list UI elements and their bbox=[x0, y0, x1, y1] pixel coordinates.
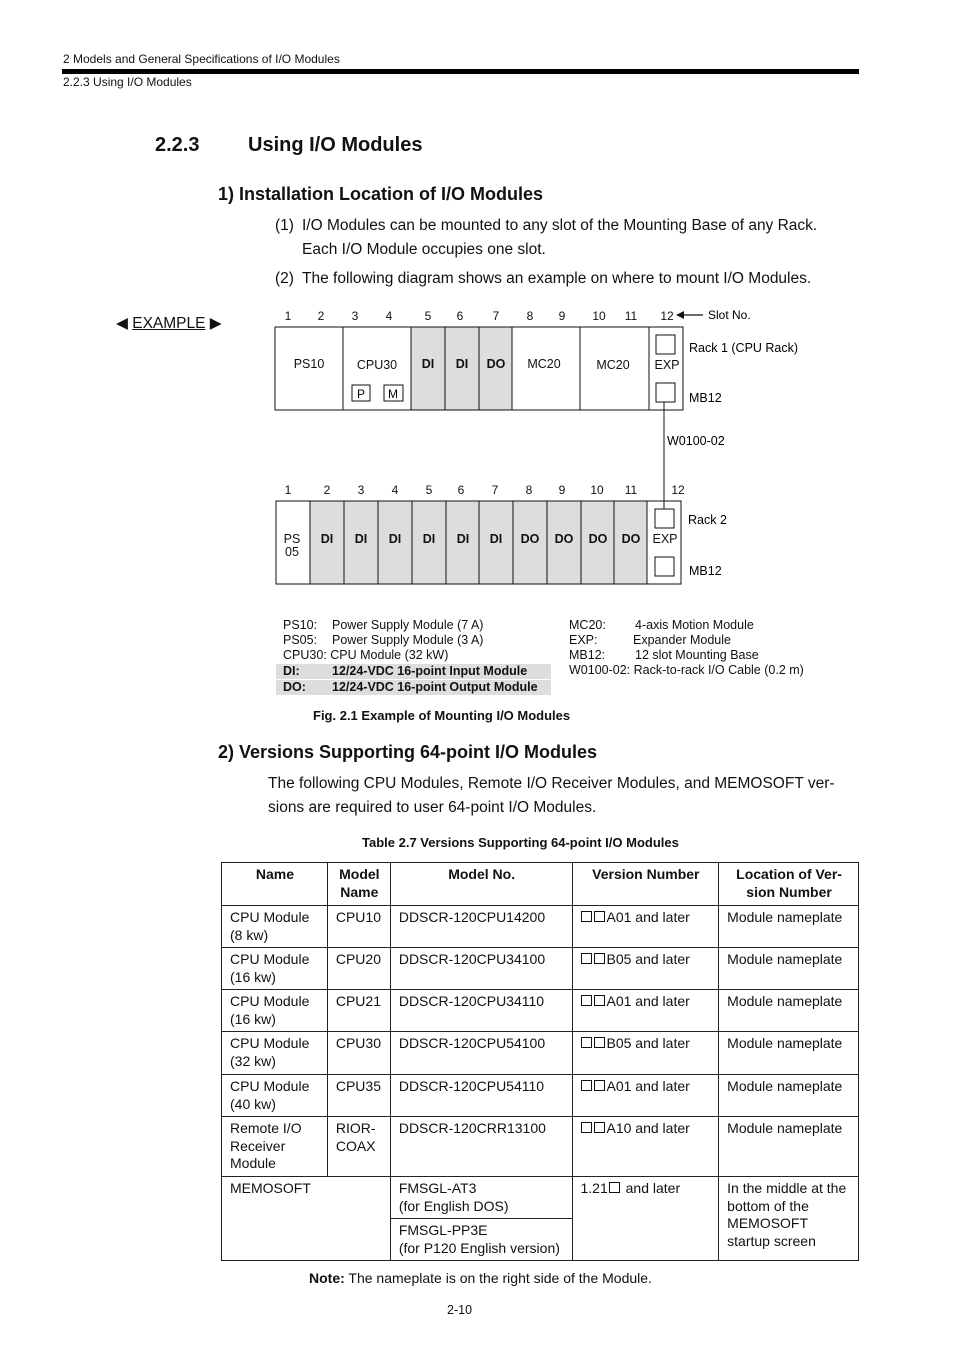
cell-name bbox=[222, 1117, 328, 1177]
legend-key: CPU30: bbox=[283, 648, 327, 662]
col-header-version: Version Number bbox=[572, 863, 719, 906]
cell-version-suffix: and later bbox=[621, 1180, 681, 1196]
rack2 bbox=[276, 501, 681, 584]
rack1 bbox=[275, 327, 683, 410]
legend-value: Rack-to-rack I/O Cable (0.2 m) bbox=[633, 663, 804, 677]
rack1-slot-number: 7 bbox=[492, 309, 500, 323]
table-row bbox=[222, 1075, 859, 1117]
cell-location: Module nameplate bbox=[719, 1117, 859, 1177]
rack1-exp-connector-top bbox=[656, 335, 675, 354]
table-row bbox=[222, 990, 859, 1032]
rack1-slot-number: 10 bbox=[592, 309, 606, 323]
section-title: Using I/O Modules bbox=[248, 134, 423, 156]
cell-name-line: Remote I/O bbox=[230, 1120, 302, 1136]
col-header-model-no: Model No. bbox=[390, 863, 572, 906]
cell-version-text: A01 and later bbox=[606, 909, 690, 925]
cell-name: MEMOSOFT bbox=[222, 1177, 391, 1261]
cell-name-line: Module bbox=[230, 1155, 276, 1171]
cell-model: CPU20 bbox=[327, 948, 390, 990]
cell-name-line: (40 kw) bbox=[230, 1095, 276, 1112]
placeholder-square-icon bbox=[581, 1122, 592, 1133]
cell-version-text: A01 and later bbox=[606, 1078, 690, 1094]
cell-model-no-line: FMSGL-PP3E bbox=[398, 1222, 488, 1238]
cell-name-line: (16 kw) bbox=[230, 1010, 276, 1027]
versions-table bbox=[221, 862, 859, 1261]
cell-version-text: B05 and later bbox=[606, 1035, 690, 1051]
cell-model bbox=[327, 1117, 390, 1177]
col-header-model-line1: Model bbox=[339, 866, 380, 882]
rack1-module-ps10: PS10 bbox=[293, 357, 325, 371]
cell-model-no: DDSCR-120CPU34100 bbox=[390, 948, 572, 990]
rack2-module-di: DI bbox=[388, 532, 402, 546]
rack2-slot-number: 2 bbox=[323, 483, 331, 497]
rack2-module-ps-line2: 05 bbox=[285, 545, 299, 559]
rack2-module-do: DO bbox=[588, 532, 608, 546]
legend-key: MB12: bbox=[569, 648, 606, 662]
cell-location-line: In the middle at the bbox=[727, 1180, 847, 1196]
cell-model-no-line: FMSGL-AT3 bbox=[398, 1180, 477, 1196]
legend-value: Power Supply Module (3 A) bbox=[332, 633, 484, 647]
rack2-slot-number: 8 bbox=[525, 483, 533, 497]
cell-name-line: CPU Module bbox=[230, 951, 310, 967]
cell-model-no: DDSCR-120CPU34110 bbox=[390, 990, 572, 1032]
legend-value: 4-axis Motion Module bbox=[635, 618, 754, 632]
cell-version bbox=[572, 906, 719, 948]
rack1-slot-number: 1 bbox=[284, 309, 292, 323]
rack2-label: Rack 2 bbox=[688, 513, 727, 527]
rack1-slot-number: 3 bbox=[351, 309, 359, 323]
rack1-slot-number: 6 bbox=[456, 309, 464, 323]
cell-location: Module nameplate bbox=[719, 906, 859, 948]
placeholder-square-icon bbox=[581, 911, 592, 922]
rack1-module-do: DO bbox=[486, 357, 506, 371]
subsection-title-1: 1) Installation Location of I/O Modules bbox=[218, 184, 544, 204]
slot-no-label: Slot No. bbox=[708, 308, 751, 322]
placeholder-square-icon bbox=[594, 1080, 605, 1091]
cell-name-line: CPU Module bbox=[230, 993, 310, 1009]
cell-model: CPU10 bbox=[327, 906, 390, 948]
legend-key: DI: bbox=[283, 664, 300, 678]
placeholder-square-icon bbox=[581, 953, 592, 964]
placeholder-square-icon bbox=[594, 995, 605, 1006]
rack1-slot-number: 5 bbox=[424, 309, 432, 323]
legend-key: PS05: bbox=[283, 633, 318, 647]
cell-model-line: RIOR- bbox=[335, 1120, 376, 1136]
rack2-module-do: DO bbox=[621, 532, 641, 546]
cell-name bbox=[222, 1075, 328, 1117]
rack1-slot-number: 8 bbox=[526, 309, 534, 323]
cell-model-no-line: (for P120 English version) bbox=[398, 1239, 560, 1256]
rack2-slot-number: 4 bbox=[391, 483, 399, 497]
rack2-slot-number: 5 bbox=[425, 483, 433, 497]
rack2-module-do: DO bbox=[520, 532, 540, 546]
cell-model-no: DDSCR-120CPU54110 bbox=[390, 1075, 572, 1117]
rack2-slot-number: 11 bbox=[624, 483, 638, 497]
cell-name bbox=[222, 948, 328, 990]
cell-location-line: bottom of the bbox=[727, 1197, 809, 1214]
legend-key: DO: bbox=[283, 680, 306, 694]
legend-right bbox=[569, 618, 804, 678]
rack1-module-exp: EXP bbox=[654, 358, 680, 372]
cell-model-no: DDSCR-120CPU54100 bbox=[390, 1032, 572, 1075]
cell-name-line: CPU Module bbox=[230, 1035, 310, 1051]
legend-value: Power Supply Module (7 A) bbox=[332, 618, 484, 632]
cell-version bbox=[572, 948, 719, 990]
rack1-module-mc20: MC20 bbox=[596, 358, 630, 372]
cell-location: Module nameplate bbox=[719, 1032, 859, 1075]
rack1-base-label: MB12 bbox=[689, 391, 722, 405]
rack2-slot-number: 7 bbox=[491, 483, 499, 497]
placeholder-square-icon bbox=[581, 1037, 592, 1048]
cell-model-no bbox=[390, 1177, 572, 1219]
cell-version-text: A01 and later bbox=[606, 993, 690, 1009]
rack1-module-cpu30: CPU30 bbox=[356, 358, 398, 372]
legend-key: MC20: bbox=[569, 618, 606, 632]
placeholder-square-icon bbox=[594, 1037, 605, 1048]
cpu-p-button-label: P bbox=[356, 387, 366, 401]
slot-no-arrowhead-icon bbox=[676, 311, 684, 319]
list-item-1-line2: Each I/O Module occupies one slot. bbox=[302, 241, 546, 258]
rack1-slot-number: 9 bbox=[558, 309, 566, 323]
cell-model-no: DDSCR-120CRR13100 bbox=[390, 1117, 572, 1177]
cell-version-prefix: 1.21 bbox=[580, 1180, 608, 1196]
rack2-module-do: DO bbox=[554, 532, 574, 546]
list-item-1-number: (1) bbox=[275, 217, 294, 234]
rack2-module-di: DI bbox=[422, 532, 436, 546]
right-triangle-icon: ▶ bbox=[209, 315, 222, 332]
cell-model-line: COAX bbox=[335, 1137, 376, 1154]
list-item-1-line1: I/O Modules can be mounted to any slot of the Mounting Base of any Rack. bbox=[302, 217, 818, 234]
rack1-exp-connector-bottom bbox=[656, 383, 675, 402]
rack2-base-label: MB12 bbox=[689, 564, 722, 578]
rack2-slot-numbers bbox=[285, 483, 685, 497]
placeholder-square-icon bbox=[594, 953, 605, 964]
rack2-module-di: DI bbox=[456, 532, 470, 546]
rack1-module-di: DI bbox=[421, 357, 435, 371]
cell-model-no: DDSCR-120CPU14200 bbox=[390, 906, 572, 948]
subsection-title-2: 2) Versions Supporting 64-point I/O Modules bbox=[218, 742, 598, 762]
paragraph-line2: sions are required to user 64-point I/O Modules. bbox=[268, 799, 597, 816]
table-header-row bbox=[222, 863, 859, 906]
cell-name bbox=[222, 906, 328, 948]
cell-name-line: CPU Module bbox=[230, 1078, 310, 1094]
cell-location: Module nameplate bbox=[719, 948, 859, 990]
cell-name bbox=[222, 990, 328, 1032]
rack2-slot-number: 3 bbox=[357, 483, 365, 497]
col-header-location-line1: Location of Ver- bbox=[736, 866, 842, 882]
cell-location bbox=[719, 1177, 859, 1261]
rack2-slot-number: 1 bbox=[284, 483, 292, 497]
rack2-slot-number: 12 bbox=[671, 483, 685, 497]
rack2-module-exp: EXP bbox=[652, 532, 678, 546]
table-note bbox=[309, 1270, 652, 1286]
rack2-module-ps-line1: PS bbox=[283, 532, 301, 546]
rack1-slot-number: 2 bbox=[317, 309, 325, 323]
legend-value: 12 slot Mounting Base bbox=[635, 648, 759, 662]
cell-location-line: MEMOSOFT bbox=[727, 1215, 809, 1231]
rack2-slot-number: 9 bbox=[558, 483, 566, 497]
rack2-exp-connector-bottom bbox=[655, 557, 674, 576]
cell-version bbox=[572, 1075, 719, 1117]
rack1-slot-number: 12 bbox=[660, 309, 674, 323]
legend-key: W0100-02: bbox=[569, 663, 631, 677]
cell-model-no-line: (for English DOS) bbox=[398, 1197, 509, 1214]
cell-version bbox=[572, 990, 719, 1032]
rack2-slot-number: 6 bbox=[457, 483, 465, 497]
cpu-m-button-label: M bbox=[388, 387, 398, 401]
rack1-slot-number: 11 bbox=[624, 309, 638, 323]
legend-key: EXP: bbox=[569, 633, 598, 647]
table-row bbox=[222, 1117, 859, 1177]
note-text: The nameplate is on the right side of the Module. bbox=[348, 1270, 652, 1286]
rack2-module-di: DI bbox=[354, 532, 368, 546]
cell-location: Module nameplate bbox=[719, 990, 859, 1032]
figure-caption: Fig. 2.1 Example of Mounting I/O Modules bbox=[313, 708, 571, 723]
page-number: 2-10 bbox=[447, 1303, 473, 1317]
table-row bbox=[222, 948, 859, 990]
col-header-model-name bbox=[327, 863, 390, 906]
cell-version-text: B05 and later bbox=[606, 951, 690, 967]
list-item-2-number: (2) bbox=[275, 270, 294, 287]
legend-left bbox=[276, 618, 551, 695]
col-header-name: Name bbox=[222, 863, 328, 906]
table-row-memosoft bbox=[222, 1177, 859, 1219]
list-item-2-line1: The following diagram shows an example on where to mount I/O Modules. bbox=[302, 270, 812, 287]
rack2-module-di: DI bbox=[320, 532, 334, 546]
legend-value: CPU Module (32 kW) bbox=[330, 648, 449, 662]
table-row bbox=[222, 906, 859, 948]
placeholder-square-icon bbox=[594, 1122, 605, 1133]
rack2-module-di: DI bbox=[489, 532, 503, 546]
cable-label: W0100-02 bbox=[667, 434, 725, 448]
rack2-slot-number: 10 bbox=[590, 483, 604, 497]
table-caption: Table 2.7 Versions Supporting 64-point I/O Modules bbox=[362, 835, 679, 850]
cell-version bbox=[572, 1117, 719, 1177]
legend-value: 12/24-VDC 16-point Output Module bbox=[332, 680, 538, 694]
rack1-label: Rack 1 (CPU Rack) bbox=[689, 341, 799, 355]
rack1-module-di: DI bbox=[455, 357, 469, 371]
cell-name-line: Receiver bbox=[230, 1137, 286, 1154]
cell-location: Module nameplate bbox=[719, 1075, 859, 1117]
legend-value: Expander Module bbox=[633, 633, 731, 647]
legend-value: 12/24-VDC 16-point Input Module bbox=[332, 664, 528, 678]
cell-version bbox=[572, 1032, 719, 1075]
cell-location-line: startup screen bbox=[727, 1232, 816, 1249]
placeholder-square-icon bbox=[581, 995, 592, 1006]
cell-version-text: A10 and later bbox=[606, 1120, 690, 1136]
placeholder-square-icon bbox=[594, 911, 605, 922]
cell-version bbox=[572, 1177, 719, 1261]
running-header-chapter: 2 Models and General Specifications of I/O Modules bbox=[63, 52, 340, 66]
rack1-slot-numbers bbox=[285, 309, 674, 323]
rack1-module-mc20: MC20 bbox=[527, 357, 561, 371]
placeholder-square-icon bbox=[609, 1182, 620, 1193]
rack1-slot-number: 4 bbox=[385, 309, 393, 323]
cell-name-line: CPU Module bbox=[230, 909, 310, 925]
cell-model: CPU30 bbox=[327, 1032, 390, 1075]
running-header-section: 2.2.3 Using I/O Modules bbox=[63, 75, 192, 89]
cell-name-line: (16 kw) bbox=[230, 968, 276, 985]
cell-name bbox=[222, 1032, 328, 1075]
example-label: EXAMPLE bbox=[132, 315, 206, 332]
col-header-model-line2: Name bbox=[340, 883, 379, 900]
cell-model: CPU35 bbox=[327, 1075, 390, 1117]
cell-model: CPU21 bbox=[327, 990, 390, 1032]
section-number: 2.2.3 bbox=[155, 134, 200, 156]
legend-key: PS10: bbox=[283, 618, 318, 632]
note-label: Note: bbox=[309, 1270, 345, 1286]
rack2-exp-connector-top bbox=[655, 509, 674, 528]
cell-name-line: (32 kw) bbox=[230, 1052, 276, 1069]
paragraph-line1: The following CPU Modules, Remote I/O Receiver Modules, and MEMOSOFT ver- bbox=[268, 775, 835, 792]
table-row bbox=[222, 1032, 859, 1075]
placeholder-square-icon bbox=[581, 1080, 592, 1091]
cell-model-no bbox=[390, 1219, 572, 1261]
left-triangle-icon: ◀ bbox=[116, 315, 128, 332]
cell-name-line: (8 kw) bbox=[230, 926, 269, 943]
col-header-location bbox=[719, 863, 859, 906]
col-header-location-line2: sion Number bbox=[746, 883, 832, 900]
